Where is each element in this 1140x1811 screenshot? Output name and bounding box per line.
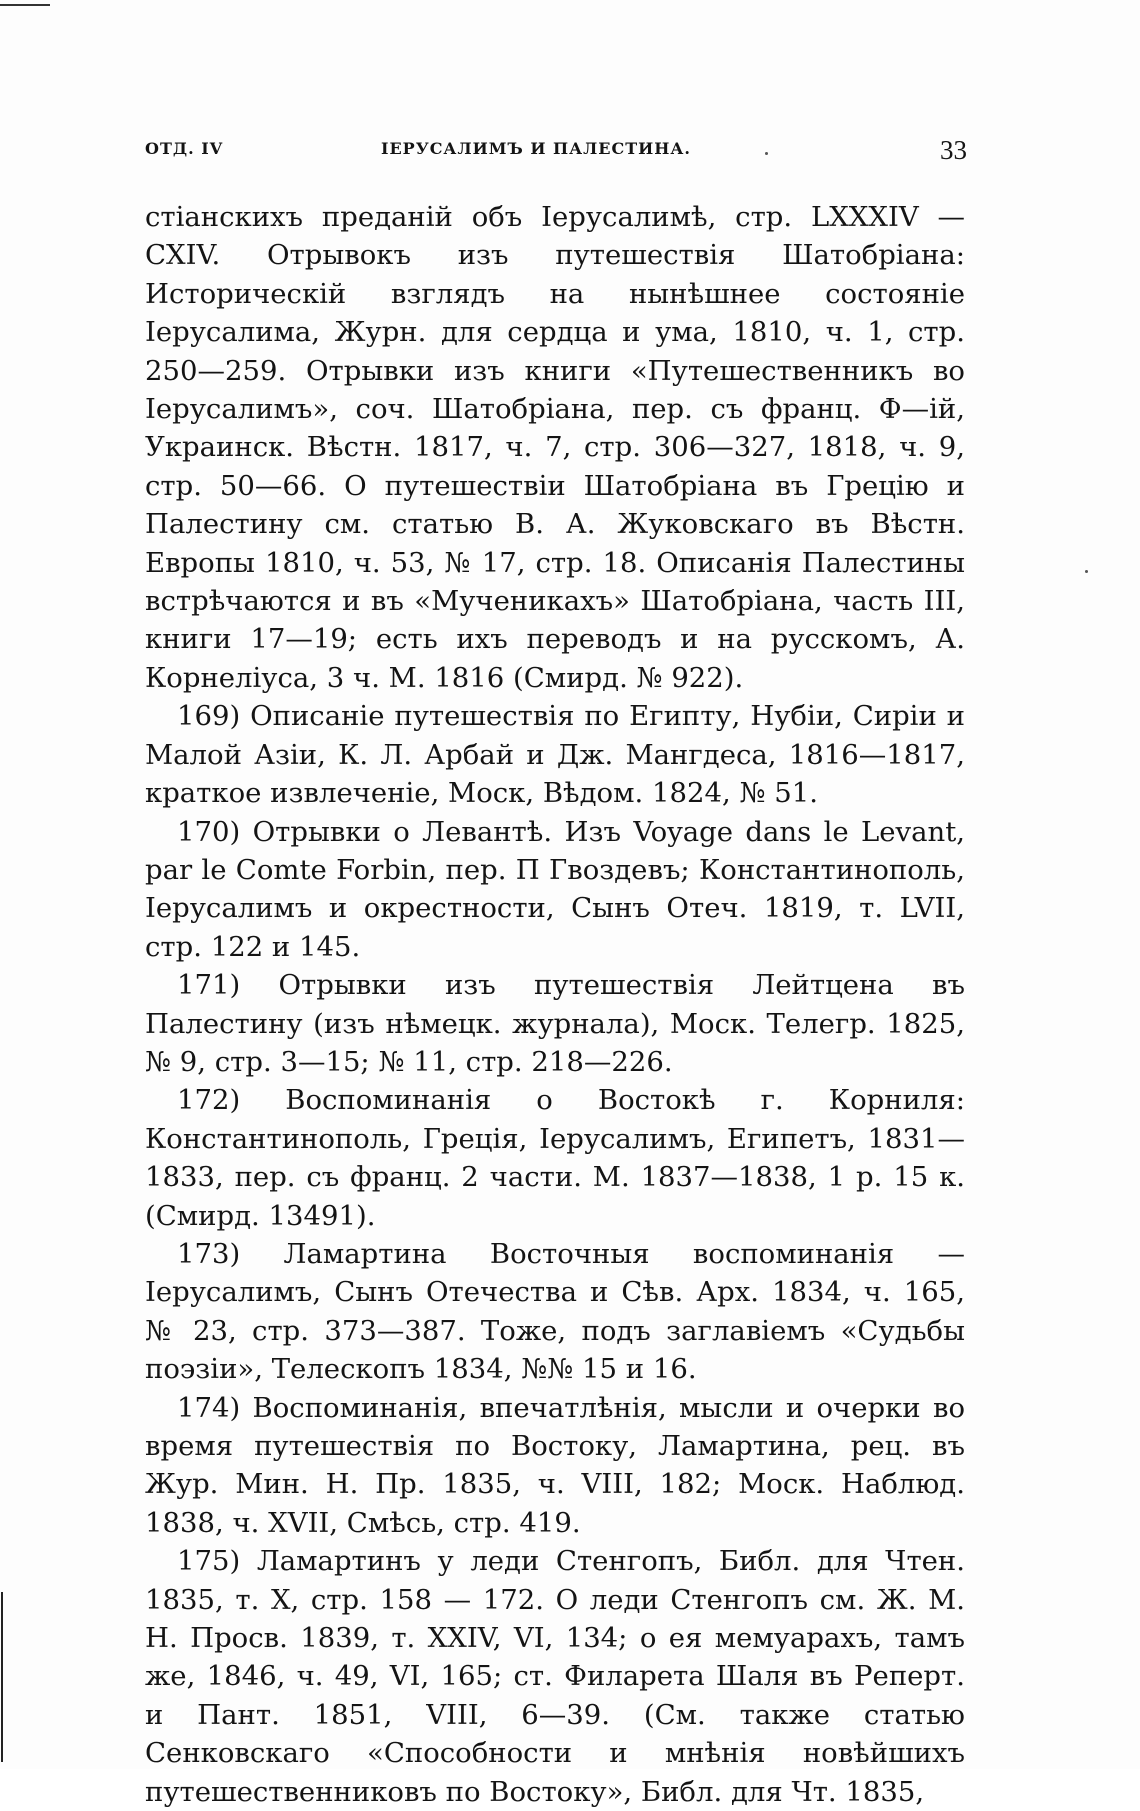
entry-174: 174) Воспоминанія, впечатлѣнія, мысли и очерки во время путешествія по Востоку, Ламартина, рец. въ Жур. Мин. Н. Пр. 1835, ч. VIII, 182; Моск. Наблюд. 1838, ч. XVII, Смѣсь, стр. 419.	[145, 1391, 965, 1539]
scan-edge-mark	[0, 4, 50, 6]
scan-margin-line	[1, 1592, 3, 1762]
entry-175: 175) Ламартинъ у леди Стенгопъ, Библ. для Чтен. 1835, т. X, стр. 158 — 172. О леди Стенгопъ см. Ж. М. Н. Просв. 1839, т. XXIV, VI, 134; о ея мемуарахъ, тамъ же, 1846, ч. 49, VI, 165; ст. Филарета Шаля въ Реперт. и Пант. 1851, VIII, 6—39. (См. также статью Сенковскаго «Способности и мнѣнія новѣйшихъ путешественниковъ по Востоку», Библ. для Чт. 1835,	[145, 1545, 965, 1808]
page-number: 33	[940, 135, 967, 165]
paragraph-continuation: стіанскихъ преданій объ Іерусалимѣ, стр. LXXXIV — CXIV. Отрывокъ изъ путешествія Шатобріана: Историческій взглядъ на нынѣшнее состояніе Іерусалима, Журн. для сердца и ума, 1810, ч. 1, стр. 250—259. Отрывки изъ книги «Путешественникъ во Іерусалимъ», соч. Шатобріана, пер. съ франц. Ф—ій, Украинск. Вѣстн. 1817, ч. 7, стр. 306—327, 1818, ч. 9, стр. 50—66. О путешествіи Шатобріана въ Грецію и Палестину см. статью В. А. Жуковскаго въ Вѣстн. Европы 1810, ч. 53, № 17, стр. 18. Описанія Палестины встрѣчаются и въ «Мученикахъ» Шатобріана, часть III, книги 17—19; есть ихъ переводъ и на русскомъ, А. Корнеліуса, 3 ч. М. 1816 (Смирд. № 922).	[145, 201, 965, 694]
entry-170: 170) Отрывки о Левантѣ. Изъ Voyage dans le Levant, par le Comte Forbin, пер. П Гвоздевъ; Константинополь, Іерусалимъ и окрестности, Сынъ Отеч. 1819, т. LVII, стр. 122 и 145.	[145, 815, 965, 963]
entry-173: 173) Ламартина Восточныя воспоминанія — Іерусалимъ, Сынъ Отечества и Сѣв. Арх. 1834, ч. 165, № 23, стр. 373—387. Тоже, подъ заглавіемъ «Судьбы поэзіи», Телескопъ 1834, №№ 15 и 16.	[145, 1237, 965, 1386]
scan-speck	[1085, 570, 1088, 573]
entry-172: 172) Воспоминанія о Востокѣ г. Корниля: Константинополь, Греція, Іерусалимъ, Египетъ, 1831—1833, пер. съ франц. 2 части. М. 1837—1838, 1 р. 15 к. (Смирд. 13491).	[145, 1084, 965, 1232]
scan-speck	[765, 152, 768, 155]
entry-169: 169) Описаніе путешествія по Египту, Нубіи, Сиріи и Малой Азіи, К. Л. Арбай и Дж. Мангдеса, 1816—1817, краткое извлеченіе, Моск, Вѣдом. 1824, № 51.	[145, 700, 965, 810]
running-head	[145, 135, 967, 175]
body-text	[145, 198, 965, 1811]
running-title: ІЕРУСАЛИМЪ И ПАЛЕСТИНА.	[381, 139, 691, 158]
entry-171: 171) Отрывки изъ путешествія Лейтцена въ Палестину (изъ нѣмецк. журнала), Моск. Телегр. 1825, № 9, стр. 3—15; № 11, стр. 218—226.	[145, 969, 965, 1078]
section-label: ОТД. IV	[145, 139, 224, 158]
